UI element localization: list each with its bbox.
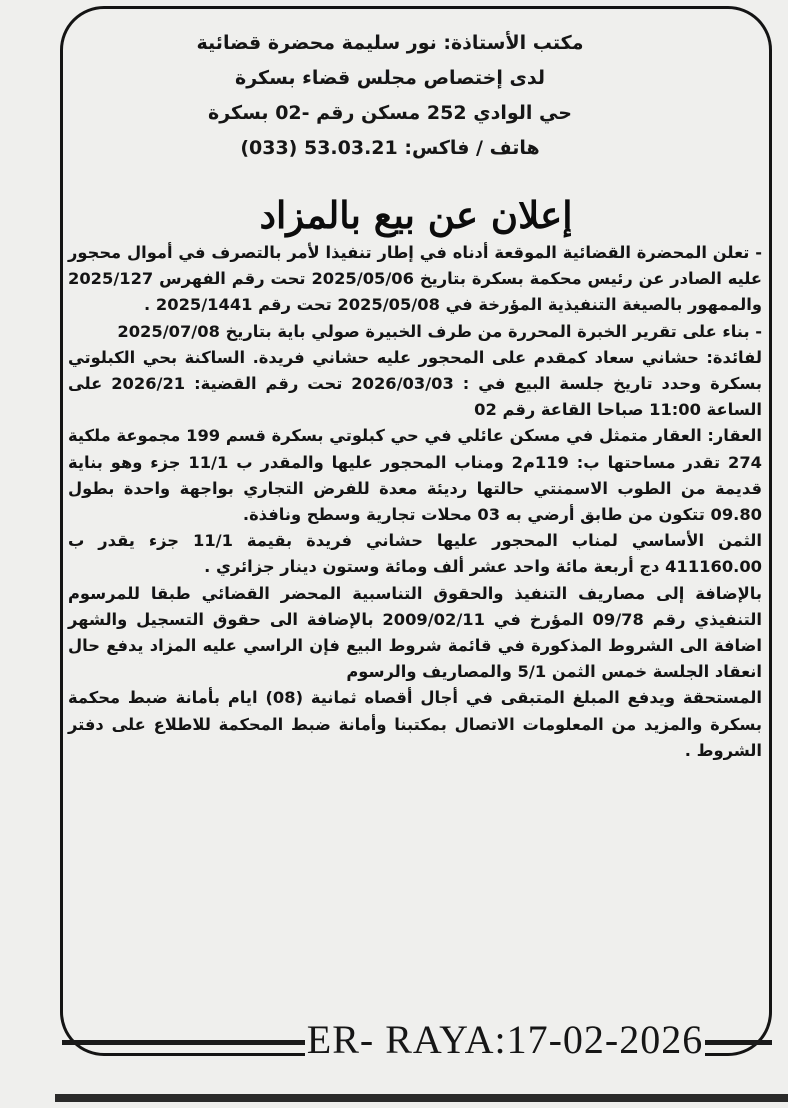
paragraph-order: - تعلن المحضرة القضائية الموقعة أدناه في إطار تنفيذا لأمر بالتصرف في أموال محجور عليه الصادر عن رئيس محكمة بسكرة بتاريخ 2025/05/06 تحت رقم الفهرس 2025/127 والممهور بالصيغة التنفيذية المؤرخة في 2025/05/08 تحت رقم 2025/1441 . <box>68 243 762 315</box>
publication-stamp: ER- RAYA:17-02-2026 <box>306 1017 704 1062</box>
office-address: حي الوادي 252 مسكن رقم -02 بسكرة <box>208 102 572 124</box>
office-name: مكتب الأستاذة: نور سليمة محضرة قضائية <box>196 32 584 54</box>
paragraph-expertise: - بناء على تقرير الخبرة المحررة من طرف الخبيرة صولي باية بتاريخ 2025/07/08 <box>117 321 762 341</box>
footer-rule-left <box>62 1040 308 1045</box>
paragraph-price: الثمن الأساسي لمناب المحجور عليها حشاني فريدة بقيمة 11/1 جزء يقدر ب 411160.00 دج أربعة مائة واحد عشر ألف ومائة وستون دينار جزائري . <box>68 531 762 577</box>
office-phone: هاتف / فاكس: 53.03.21 (033) <box>240 137 540 159</box>
footer-rule-right <box>704 1040 772 1045</box>
paragraph-property: العقار: العقار متمثل في مسكن عائلي في حي كبلوتي بسكرة قسم 199 مجموعة ملكية 274 تقدر مساحتها ب: 119م2 ومناب المحجور عليها والمقدر ب 11/1 جزء وهو بناية قديمة من الطوب الاسمنتي حالتها رديئة معدة للفرض التجاري بواجهة واحدة بطول 09.80 تتكون من طابق أرضي به 03 محلات تجارية وسطح ونافذة. <box>68 426 762 525</box>
paragraph-payment: المستحقة ويدفع المبلغ المتبقى في أجال أقصاه ثمانية (08) ايام بأمانة ضبط محكمة بسكرة والمزيد من المعلومات الاتصال بمكتبنا وأمانة ضبط المحكمة للاطلاع على دفتر الشروط . <box>68 688 762 760</box>
office-header <box>80 26 700 166</box>
paragraph-fees: بالإضافة إلى مصاريف التنفيذ والحقوق التناسبية المحضر القضائي طبقا للمرسوم التنفيذي رقم 09/78 المؤرخ في 2009/02/11 بالإضافة الى حقوق التسجيل والشهر اضافة الى الشروط المذكورة في قائمة شروط البيع فإن الراسي عليه المزاد يدفع حال انعقاد الجلسة خمس الثمن 5/1 والمصاريف والرسوم <box>68 583 762 682</box>
notice-body <box>68 240 762 764</box>
notice-title: إعلان عن بيع بالمزاد <box>259 193 573 237</box>
paragraph-beneficiary: لفائدة: حشاني سعاد كمقدم على المحجور عليه حشاني فريدة. الساكنة بحي الكبلوتي بسكرة وحدد تاريخ جلسة البيع في : 2026/03/03 تحت رقم القضية: 2026/21 على الساعة 11:00 صباحا القاعة رقم 02 <box>68 347 762 420</box>
jurisdiction: لدى إختصاص مجلس قضاء بسكرة <box>235 67 545 89</box>
page-bottom-rule <box>55 1094 788 1102</box>
